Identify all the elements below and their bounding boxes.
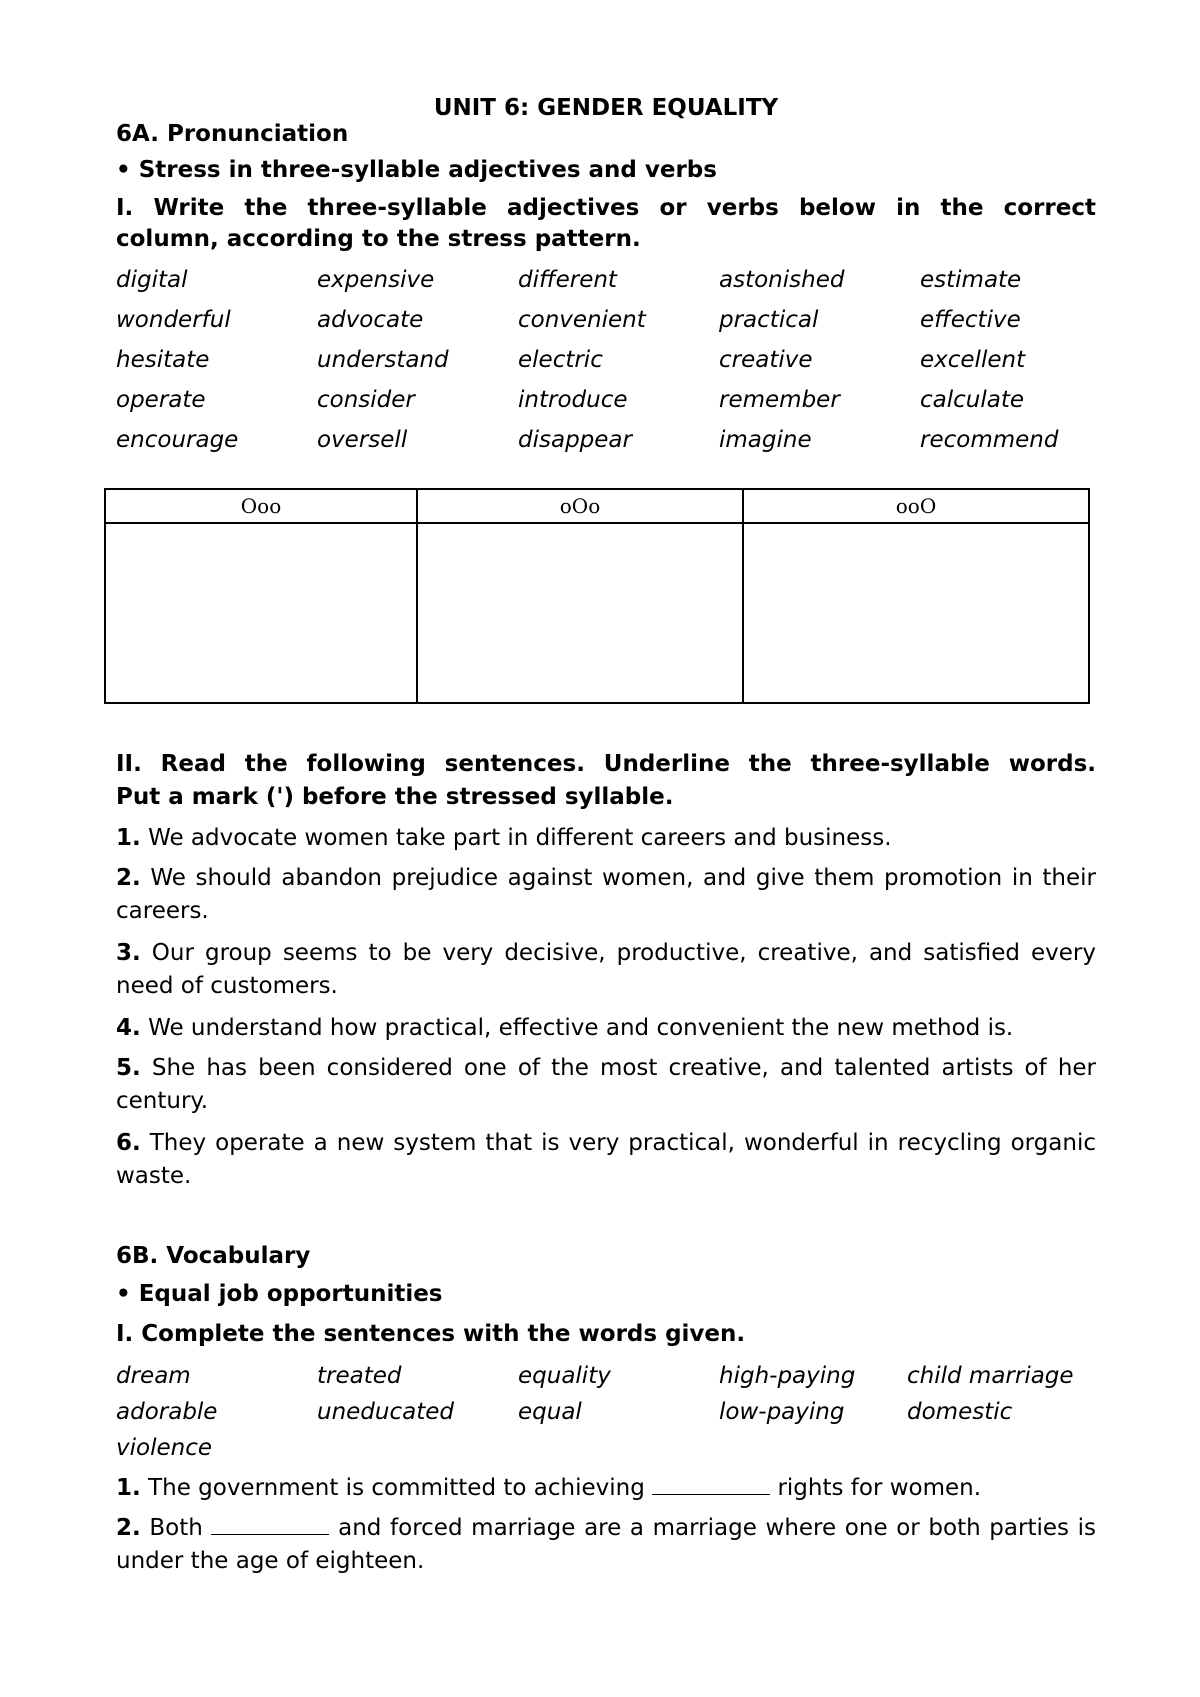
word-item: operate bbox=[116, 387, 206, 413]
word-item: different bbox=[518, 267, 617, 293]
word-item: electric bbox=[518, 347, 603, 373]
word-item: encourage bbox=[116, 427, 239, 453]
sentence-b1-1: 1. The government is committed to achieving rights for women. bbox=[116, 1475, 982, 1501]
word-item: imagine bbox=[719, 427, 812, 453]
word-item: treated bbox=[317, 1363, 402, 1389]
word-item: creative bbox=[719, 347, 813, 373]
answer-blank[interactable] bbox=[652, 1474, 770, 1495]
word-item: effective bbox=[920, 307, 1021, 333]
sentence-a2-1: 1. We advocate women take part in different careers and business. bbox=[116, 825, 892, 851]
word-item: excellent bbox=[920, 347, 1026, 373]
sentence-a2-3: 3. Our group seems to be very decisive, productive, creative, and satisfied every need of customers. bbox=[116, 940, 1096, 999]
word-item: consider bbox=[317, 387, 415, 413]
sentence-a2-5: 5. She has been considered one of the most creative, and talented artists of her century. bbox=[116, 1055, 1097, 1114]
section-a-subheading: • Stress in three-syllable adjectives and verbs bbox=[116, 157, 717, 183]
word-item: adorable bbox=[116, 1399, 218, 1425]
section-a-heading: 6A. Pronunciation bbox=[116, 121, 349, 147]
word-item: dream bbox=[116, 1363, 191, 1389]
column-header-ooo-first: Ooo bbox=[105, 489, 417, 523]
word-item: equal bbox=[518, 1399, 582, 1425]
word-item: equality bbox=[518, 1363, 611, 1389]
word-item: practical bbox=[719, 307, 819, 333]
answer-cell-first-stress[interactable] bbox=[105, 523, 417, 703]
column-header-ooo-third: ooO bbox=[743, 489, 1089, 523]
word-item: calculate bbox=[920, 387, 1025, 413]
stress-pattern-table bbox=[104, 488, 1090, 704]
word-item: domestic bbox=[907, 1399, 1013, 1425]
word-item: oversell bbox=[317, 427, 408, 453]
unit-title: UNIT 6: GENDER EQUALITY bbox=[433, 95, 779, 121]
word-item: recommend bbox=[920, 427, 1059, 453]
answer-cell-third-stress[interactable] bbox=[743, 523, 1089, 703]
sentence-a2-4: 4. We understand how practical, effective and convenient the new method is. bbox=[116, 1015, 1014, 1041]
exercise-a1-instruction-line2: column, according to the stress pattern. bbox=[116, 226, 641, 252]
exercise-a2-instruction-line2: Put a mark (') before the stressed syllable. bbox=[116, 784, 674, 810]
word-item: introduce bbox=[518, 387, 628, 413]
word-item: advocate bbox=[317, 307, 424, 333]
word-item: wonderful bbox=[116, 307, 231, 333]
word-item: hesitate bbox=[116, 347, 210, 373]
word-item: understand bbox=[317, 347, 449, 373]
word-item: astonished bbox=[719, 267, 845, 293]
exercise-b1-instruction: I. Complete the sentences with the words given. bbox=[116, 1321, 746, 1347]
word-item: remember bbox=[719, 387, 840, 413]
exercise-a1-instruction-line1: I. Write the three-syllable adjectives or verbs below in the correct bbox=[116, 195, 1096, 221]
answer-cell-second-stress[interactable] bbox=[417, 523, 743, 703]
word-item: convenient bbox=[518, 307, 646, 333]
word-bank-overflow: violence bbox=[116, 1435, 212, 1461]
word-item: low-paying bbox=[719, 1399, 845, 1425]
sentence-a2-2: 2. We should abandon prejudice against women, and give them promotion in their careers. bbox=[116, 865, 1097, 924]
word-item: disappear bbox=[518, 427, 632, 453]
word-item: digital bbox=[116, 267, 188, 293]
section-b-heading: 6B. Vocabulary bbox=[116, 1243, 311, 1269]
section-b-subheading: • Equal job opportunities bbox=[116, 1281, 443, 1307]
exercise-a2-instruction-line1: II. Read the following sentences. Underline the three-syllable words. bbox=[116, 751, 1096, 777]
word-item: high-paying bbox=[719, 1363, 856, 1389]
word-item: estimate bbox=[920, 267, 1022, 293]
word-item: child marriage bbox=[907, 1363, 1074, 1389]
sentence-a2-6: 6. They operate a new system that is very practical, wonderful in recycling organic waste. bbox=[116, 1130, 1097, 1189]
word-item: expensive bbox=[317, 267, 435, 293]
sentence-b1-2: 2. Both and forced marriage are a marriage where one or both parties is under the age of eighteen. bbox=[116, 1515, 1096, 1574]
answer-blank[interactable] bbox=[211, 1514, 329, 1535]
word-item: uneducated bbox=[317, 1399, 454, 1425]
column-header-ooo-second: oOo bbox=[417, 489, 743, 523]
